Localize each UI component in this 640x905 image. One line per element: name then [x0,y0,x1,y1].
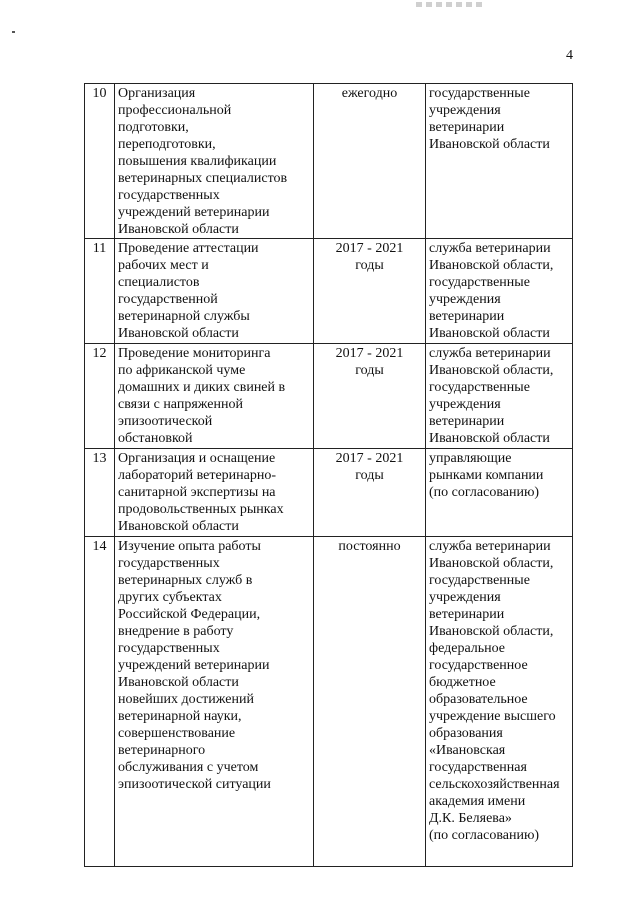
task-cell-line: Организация [118,86,196,101]
executor-cell-line: (по согласованию) [429,485,540,500]
table-row [85,84,573,239]
task-cell-line: Ивановской области [118,519,239,534]
executor-cell-line: управляющие [429,451,512,466]
term-cell-line: ежегодно [341,86,398,101]
task-cell [115,537,314,867]
row-number: 10 [85,84,115,239]
task-cell-line: государственных [118,556,220,571]
row-number: 12 [85,344,115,449]
term-cell-line: постоянно [338,539,401,554]
task-cell-line: государственных [118,188,220,203]
table-row [85,537,573,867]
task-cell-line: профессиональной [118,103,232,118]
term-cell [314,84,426,239]
task-cell-line: эпизоотической ситуации [118,777,271,792]
executor-cell-line: государственное [429,658,528,673]
task-cell-line: ветеринарных служб в [118,573,253,588]
term-cell [314,449,426,537]
executor-cell-line: ветеринарии [429,309,505,324]
task-cell [115,239,314,344]
term-cell-line: годы [355,258,384,273]
task-cell-line: учреждений ветеринарии [118,205,270,220]
executor-cell [426,84,573,239]
task-cell-line: рабочих мест и [118,258,209,273]
executor-cell-line: ветеринарии [429,120,505,135]
table-row [85,239,573,344]
term-cell [314,239,426,344]
task-cell-line: переподготовки, [118,137,216,152]
executor-cell-line: Ивановской области [429,137,550,152]
task-cell-line: Ивановской области [118,222,239,237]
executor-cell-line: государственные [429,275,530,290]
executor-cell-line: государственная [429,760,527,775]
term-cell-line: 2017 - 2021 [335,346,404,361]
term-cell-line: годы [355,363,384,378]
measures-table [84,83,573,867]
executor-cell [426,239,573,344]
task-cell-line: санитарной экспертизы на [118,485,276,500]
term-cell [314,537,426,867]
executor-cell-line: государственные [429,573,530,588]
table-row [85,449,573,537]
row-number: 13 [85,449,115,537]
task-cell-line: Проведение аттестации [118,241,259,256]
executor-cell-line: (по согласованию) [429,828,540,843]
executor-cell-line: рынками компании [429,468,544,483]
executor-cell-line: учреждения [429,103,501,118]
term-cell [314,344,426,449]
task-cell-line: других субъектах [118,590,222,605]
task-cell-line: ветеринарной науки, [118,709,242,724]
task-cell-line: обслуживания с учетом [118,760,259,775]
executor-cell [426,344,573,449]
row-number: 11 [85,239,115,344]
executor-cell-line: служба ветеринарии [429,241,551,256]
task-cell-line: государственных [118,641,220,656]
executor-cell-line: академия имени [429,794,526,809]
task-cell-line: продовольственных рынках [118,502,284,517]
task-cell-line: лабораторий ветеринарно- [118,468,277,483]
task-cell-line: внедрение в работу [118,624,234,639]
executor-cell-line: ветеринарии [429,414,505,429]
executor-cell-line: служба ветеринарии [429,346,551,361]
term-cell-line: годы [355,468,384,483]
executor-cell-line: Ивановской области [429,431,550,446]
executor-cell-line: сельскохозяйственная [429,777,560,792]
task-cell [115,449,314,537]
task-cell-line: связи с напряженной [118,397,243,412]
task-cell-line: Изучение опыта работы [118,539,261,554]
task-cell-line: новейших достижений [118,692,254,707]
executor-cell-line: Ивановской области, [429,624,554,639]
task-cell-line: повышения квалификации [118,154,277,169]
task-cell-line: Проведение мониторинга [118,346,271,361]
scan-artifact [416,2,486,7]
task-cell [115,84,314,239]
scan-mark [12,31,15,33]
page-number: 4 [566,48,573,63]
task-cell-line: по африканской чуме [118,363,246,378]
executor-cell-line: учреждения [429,292,501,307]
executor-cell-line: образования [429,726,503,741]
executor-cell-line: федеральное [429,641,506,656]
executor-cell-line: Д.К. Беляева» [429,811,512,826]
executor-cell-line: Ивановской области [429,326,550,341]
executor-cell-line: учреждение высшего [429,709,556,724]
task-cell-line: специалистов [118,275,200,290]
task-cell-line: государственной [118,292,218,307]
executor-cell-line: государственные [429,380,530,395]
executor-cell-line: Ивановской области, [429,258,554,273]
executor-cell-line: служба ветеринарии [429,539,551,554]
task-cell-line: обстановкой [118,431,193,446]
task-cell-line: домашних и диких свиней в [118,380,286,395]
task-cell-line: Российской Федерации, [118,607,261,622]
task-cell [115,344,314,449]
table-row [85,344,573,449]
task-cell-line: Ивановской области [118,326,239,341]
executor-cell-line: учреждения [429,590,501,605]
executor-cell-line: образовательное [429,692,528,707]
task-cell-line: ветеринарных специалистов [118,171,288,186]
executor-cell [426,537,573,867]
executor-cell-line: ветеринарии [429,607,505,622]
task-cell-line: эпизоотической [118,414,213,429]
executor-cell-line: Ивановской области, [429,363,554,378]
task-cell-line: ветеринарного [118,743,206,758]
task-cell-line: подготовки, [118,120,189,135]
term-cell-line: 2017 - 2021 [335,451,404,466]
task-cell-line: Организация и оснащение [118,451,276,466]
task-cell-line: учреждений ветеринарии [118,658,270,673]
term-cell-line: 2017 - 2021 [335,241,404,256]
executor-cell-line: Ивановской области, [429,556,554,571]
executor-cell-line: государственные [429,86,530,101]
task-cell-line: совершенствование [118,726,236,741]
executor-cell-line: бюджетное [429,675,496,690]
executor-cell [426,449,573,537]
executor-cell-line: учреждения [429,397,501,412]
task-cell-line: Ивановской области [118,675,239,690]
task-cell-line: ветеринарной службы [118,309,250,324]
executor-cell-line: «Ивановская [429,743,506,758]
row-number: 14 [85,537,115,867]
